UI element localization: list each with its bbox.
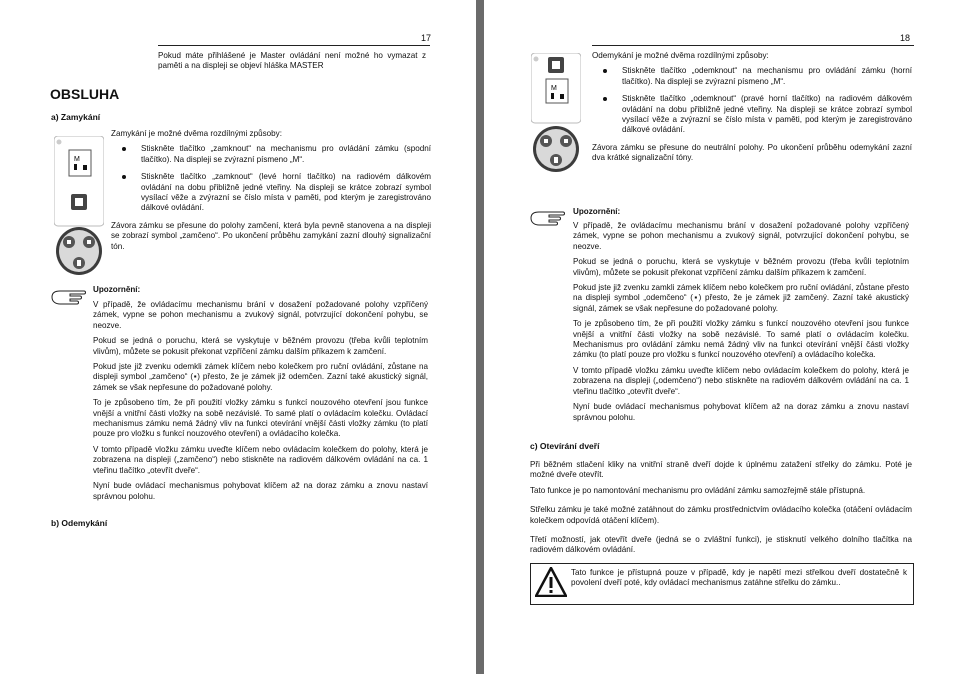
warning-title: Upozornění: (573, 207, 621, 216)
lock-methods-list (111, 144, 431, 213)
warning-paragraph: V případě, že ovládacímu mechanismu brání v dosažení požadované polohy vzpříčený zámek, vypne se pohon mechanismu a zvukový signál, potvrzující dokončení pohybu, se neozve. (573, 221, 909, 251)
caution-text: Tato funkce je přístupná pouze v případě, kdy je napětí mezi střelkou dveří dostatečně k povolení dveří poté, kdy ovládací mechanismus zatáhne střelku do zámku.. (571, 568, 907, 588)
intro-text: Pokud máte přihlášené je Master ovládání není možné ho vymazat z paměti a na displeji se objeví hláška MASTER (158, 51, 426, 71)
warning-paragraph: V tomto případě vložku zámku uveďte klíčem nebo ovládacím kolečkem do polohy, která je zobrazena na displeji („odemčeno“) nebo stiskněte na radiovém dálkovém ovládání na ca. 1 vteřinu tlačítko „otevřít dveře“. (573, 365, 909, 396)
lock-end-text: Závora zámku se přesune do polohy zamčení, která byla pevně stanovena a na displeji se zobrazí symbol „zamčeno“. Po ukončení průběhu zamykání zazní dlouhý signalizační tón. (111, 220, 431, 251)
warning-body (93, 300, 428, 507)
subsection-lock: a) Zamykání (51, 112, 101, 122)
door-paragraph: Střelku zámku je také možné zatáhnout do zámku prostřednictvím ovládacího kolečka (otáčení ovládacím kolečkem odpovídá otáčení klíčem). (530, 505, 912, 525)
warning-title: Upozornění: (93, 285, 141, 294)
warning-paragraph: Pokud se jedná o poruchu, která se vyskytuje v běžném provozu (třeba kvůli teplotním vlivům), můžete se pokusit překonat vzpříčení zámku dalším příkazem k zamčení. (93, 336, 428, 356)
warning-body (573, 221, 909, 428)
header-rule (158, 45, 430, 46)
warning-paragraph: Pokud jste již zvenku odemkli zámek klíčem nebo kolečkem pro ruční ovládání, zůstane na displeji symbol „zamčeno“ (▪) přesto, že je zámek již odemčen. Zazní také akustický signál, zámek se však nepřesune do požadované polohy. (93, 362, 428, 392)
header-rule (592, 45, 914, 46)
door-paragraph: Tato funkce je po namontování mechanismu pro ovládání zámku samozřejmě stále přístupná. (530, 485, 866, 495)
door-paragraph: Třetí možností, jak otevřít dveře (jedná se o zvláštní funkci), je stisknutí velkého dolního tlačítka na radiovém dálkovém ovládání. (530, 535, 912, 555)
unlock-device-illustration (531, 53, 581, 178)
warning-paragraph: To je způsobeno tím, že při použití vložky zámku s funkcí nouzového otevření jsou funkce vnější a vnitřní části vložky na sobě nezávislé. To samé platí o ovládacím kolečku. Ovládací mechanismus zámku nemá žádný vliv na funkci otevírání vnější části vložky zámku (to platí pouze pro vložku s funkcí nouzového otevření) a ovládacího kolečka. (93, 398, 428, 439)
warning-paragraph: Pokud se jedná o poruchu, která se vyskytuje v běžném provozu (třeba kvůli teplotním vlivům), můžete se pokusit překonat vzpříčení zámku dalším příkazem k zamčení. (573, 257, 909, 277)
warning-paragraph: Nyní bude ovládací mechanismus pohybovat klíčem až na doraz zámku a znovu nastaví správnou polohu. (573, 402, 909, 422)
page-number: 17 (421, 33, 432, 43)
warning-triangle-icon (535, 567, 567, 602)
warning-paragraph: Pokud jste již zvenku zamkli zámek klíčem nebo kolečkem pro ruční ovládání, zůstane přesto na displeji symbol „odemčeno“ (▪) přesto, že je zámek již zamčený. Zazní také akustický signál, zámek se však nepřesune do požadované polohy. (573, 283, 909, 313)
left-page (0, 0, 476, 674)
svg-text:M: M (74, 156, 80, 163)
list-item: Stiskněte tlačítko „zamknout“ (levé horní tlačítko) na radiovém dálkovém ovládání na dobu přibližně jedné vteřiny. Na displeji se krátce zobrazí symbol vysílací věže a zvýrazní se číslo místa v paměti, pod kterým je zaregistrováno dálkové ovládání. (141, 172, 431, 213)
warning-paragraph: Nyní bude ovládací mechanismus pohybovat klíčem až na doraz zámku a znovu nastaví správnou polohu. (93, 481, 428, 501)
unlock-end-text: Závora zámku se přesune do neutrální polohy. Po ukončení průběhu odemykání zazní dva krátké signalizační tóny. (592, 142, 912, 163)
subsection-unlock: b) Odemykání (51, 518, 108, 528)
door-opening-section (530, 460, 912, 561)
lock-device-illustration (54, 136, 104, 281)
unlock-intro: Odemykání je možné dvěma rozdílnými způsoby: (592, 51, 769, 60)
pointing-hand-icon (50, 287, 88, 312)
unlock-methods-list (592, 66, 912, 135)
caution-box (530, 563, 914, 605)
warning-paragraph: V případě, že ovládacímu mechanismu brání v dosažení požadované polohy vzpříčený zámek, vypne se pohon mechanismu a zvukový signál, potvrzující dokončení pohybu, se neozve. (93, 300, 428, 330)
section-title: OBSLUHA (50, 86, 120, 102)
subsection-door-opening: c) Otevírání dveří (530, 441, 600, 451)
list-item: Stiskněte tlačítko „odemknout“ na mechanismu pro ovládání zámku (horní tlačítko). Na displeji se zvýrazní písmeno „M“. (622, 66, 912, 86)
page-number: 18 (900, 33, 911, 43)
pointing-hand-icon (529, 208, 567, 233)
warning-paragraph: To je způsobeno tím, že při použití vložky zámku s funkcí nouzového otevření jsou funkce vnější a vnitřní části vložky na sobě nezávislé. To samé platí o ovládacím kolečku. Mechanismus pro ovládání zámku nemá žádný vliv na funkci otevírání vnější části vložky zámku (to platí pouze pro vložku s funkcí nouzového otevření) a ovládacího kolečka. (573, 319, 909, 360)
warning-paragraph: V tomto případě vložku zámku uveďte klíčem nebo ovládacím kolečkem do polohy, která je zobrazena na displeji („zamčeno“) nebo stiskněte na radiovém dálkovém ovládání na ca. 1 vteřinu tlačítko „otevřít dveře“. (93, 444, 428, 475)
svg-text:M: M (551, 85, 557, 92)
unlock-section (592, 51, 912, 169)
list-item: Stiskněte tlačítko „odemknout“ (pravé horní tlačítko) na radiovém dálkovém ovládání na dobu přibližně jedné vteřiny. Na displeji se krátce zobrazí symbol vysílací věže a zvýrazní se číslo místa v paměti, pod kterým je zaregistrováno dálkové ovládání. (622, 94, 912, 135)
door-paragraph: Při běžném stlačení kliky na vnitřní straně dveří dojde k úplnému zatažení střelky do zámku. Poté je možné dveře otevřít. (530, 460, 912, 480)
lock-intro: Zamykání je možné dvěma rozdílnými způsoby: (111, 129, 282, 138)
lock-section (111, 129, 431, 257)
list-item: Stiskněte tlačítko „zamknout“ na mechanismu pro ovládání zámku (spodní tlačítko). Na displeji se zvýrazní písmeno „M“. (141, 144, 431, 164)
right-page (484, 0, 960, 674)
